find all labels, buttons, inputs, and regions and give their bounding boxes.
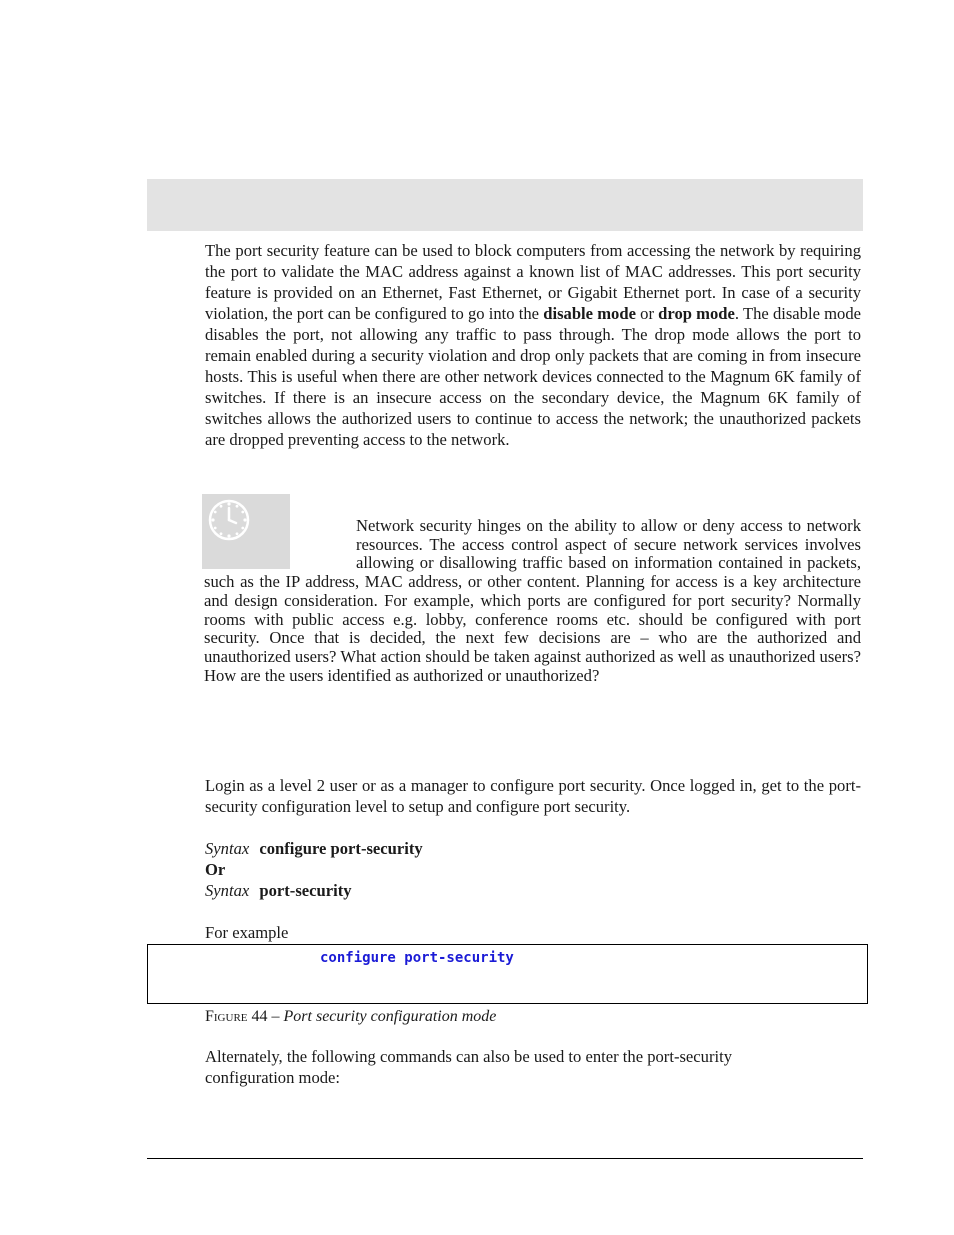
- disable-mode-term: disable mode: [543, 304, 636, 323]
- login-paragraph: Login as a level 2 user or as a manager to configure port security. Once logged in, get to the port-security configuration level to setup and configure port security.: [205, 776, 861, 816]
- for-example-label: For example: [205, 923, 289, 942]
- syntax-label: Syntax: [205, 839, 250, 858]
- syntax-line-2: [205, 880, 352, 901]
- code-example-box: [147, 944, 868, 1004]
- figure-number: Figure 44: [205, 1008, 268, 1025]
- drop-mode-term: drop mode: [658, 304, 735, 323]
- figure-title: Port security configuration mode: [283, 1008, 497, 1025]
- footer-rule: [147, 1158, 863, 1159]
- syntax-label: Syntax: [205, 881, 250, 900]
- intro-paragraph: The port security feature can be used to block computers from accessing the network by requiring the port to validate the MAC address against a known list of MAC addresses. This port security feature is provided on an Ethernet, Fast Ethernet, or Gigabit Ethernet port. In case of a security violation, the port can be configured to go into the disable mode or drop mode. The disable mode disables the port, not allowing any traffic to pass through. The drop mode allows the port to remain enabled during a security violation and drop only packets that are coming in from insecure hosts. This is useful when there are other network devices connected to the Magnum 6K family of switches. If there is an insecure access on the secondary device, the Magnum 6K family of switches allows the authorized users to continue to access the network; the unauthorized packets are dropped preventing access to the network.: [205, 241, 861, 449]
- syntax-command: configure port-security: [259, 839, 423, 858]
- syntax-command: port-security: [259, 881, 352, 900]
- code-example-command: configure port-security: [320, 950, 514, 966]
- note-paragraph: Network security hinges on the ability to allow or deny access to network resources. The access control aspect of secure network services involves allowing or disallowing traffic based on information contained in packets, such as the IP address, MAC address, or other content. Planning for access is a key architecture and design consideration. For example, which ports are configured for port security? Normally rooms with public access e.g. lobby, conference rooms etc. should be configured with port security. Once that is decided, the next few decisions are – who are the authorized and unauthorized users? What action should be taken against authorized as well as unauthorized users? How are the users identified as authorized or unauthorized?: [204, 516, 861, 685]
- alternate-paragraph: Alternately, the following commands can also be used to enter the port-security configuration mode:: [205, 1047, 732, 1087]
- section-header-bar: [147, 179, 863, 231]
- or-label: Or: [205, 860, 226, 879]
- syntax-line-1: [205, 838, 423, 859]
- figure-caption: Figure 44 – Port security configuration mode: [205, 1008, 497, 1025]
